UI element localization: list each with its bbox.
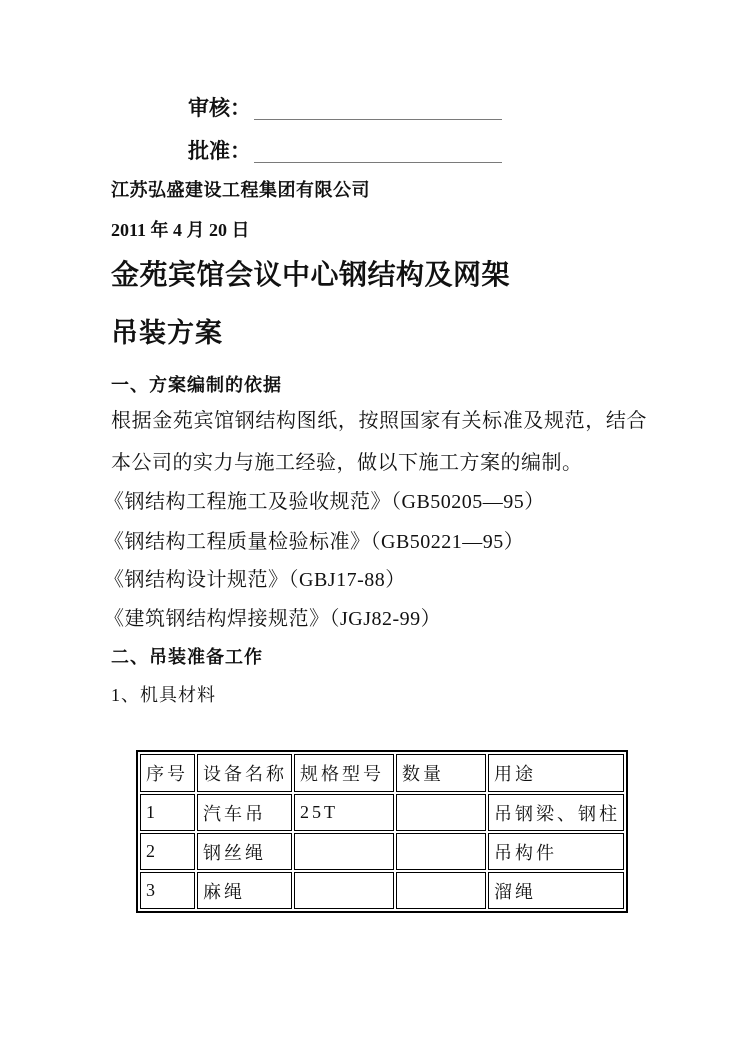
review-signature-row	[188, 93, 502, 120]
cell-name: 汽车吊	[197, 794, 292, 831]
reference-standard: 《钢结构工程质量检验标准》（GB50221—95）	[104, 531, 525, 553]
document-date: 2011 年 4 月 20 日	[111, 220, 250, 240]
cell-use: 吊钢梁、钢柱	[488, 794, 624, 831]
cell-use: 吊构件	[488, 833, 624, 870]
cell-seq: 3	[140, 872, 195, 909]
approve-signature-field[interactable]	[254, 136, 502, 163]
reference-standard: 《钢结构设计规范》（GBJ17-88）	[104, 569, 406, 591]
cell-name: 钢丝绳	[197, 833, 292, 870]
approve-signature-row	[188, 136, 502, 163]
cell-name: 麻绳	[197, 872, 292, 909]
section1-heading: 一、方案编制的依据	[111, 375, 282, 395]
review-label: 审核：	[188, 96, 251, 120]
table-row	[140, 794, 624, 831]
table-row	[140, 872, 624, 909]
company-name: 江苏弘盛建设工程集团有限公司	[111, 180, 370, 200]
document-title-line2: 吊装方案	[111, 318, 223, 348]
cell-spec: 25T	[294, 794, 394, 831]
section2-heading: 二、吊装准备工作	[111, 647, 263, 667]
review-signature-field[interactable]	[254, 93, 502, 120]
table-row	[140, 833, 624, 870]
cell-qty	[396, 833, 486, 870]
header-cell-use: 用途	[488, 754, 624, 792]
reference-standard: 《钢结构工程施工及验收规范》（GB50205—95）	[104, 491, 545, 513]
cell-seq: 1	[140, 794, 195, 831]
equipment-table-container	[136, 750, 628, 913]
equipment-table-header-row	[140, 754, 624, 792]
header-cell-name: 设备名称	[197, 754, 292, 792]
reference-standard: 《建筑钢结构焊接规范》（JGJ82-99）	[104, 608, 442, 630]
cell-spec	[294, 833, 394, 870]
approve-label: 批准：	[188, 139, 251, 163]
cell-qty	[396, 872, 486, 909]
cell-spec	[294, 872, 394, 909]
header-cell-seq: 序号	[140, 754, 195, 792]
document-title-line1: 金苑宾馆会议中心钢结构及网架	[111, 260, 511, 291]
equipment-table	[136, 750, 628, 913]
section2-subheading: 1、机具材料	[111, 685, 216, 705]
section1-paragraph: 根据金苑宾馆钢结构图纸，按照国家有关标准及规范，结合本公司的实力与施工经验，做以下施工方案的编制。	[111, 410, 647, 474]
cell-seq: 2	[140, 833, 195, 870]
header-cell-qty: 数量	[396, 754, 486, 792]
header-cell-spec: 规格型号	[294, 754, 394, 792]
cell-qty	[396, 794, 486, 831]
cell-use: 溜绳	[488, 872, 624, 909]
